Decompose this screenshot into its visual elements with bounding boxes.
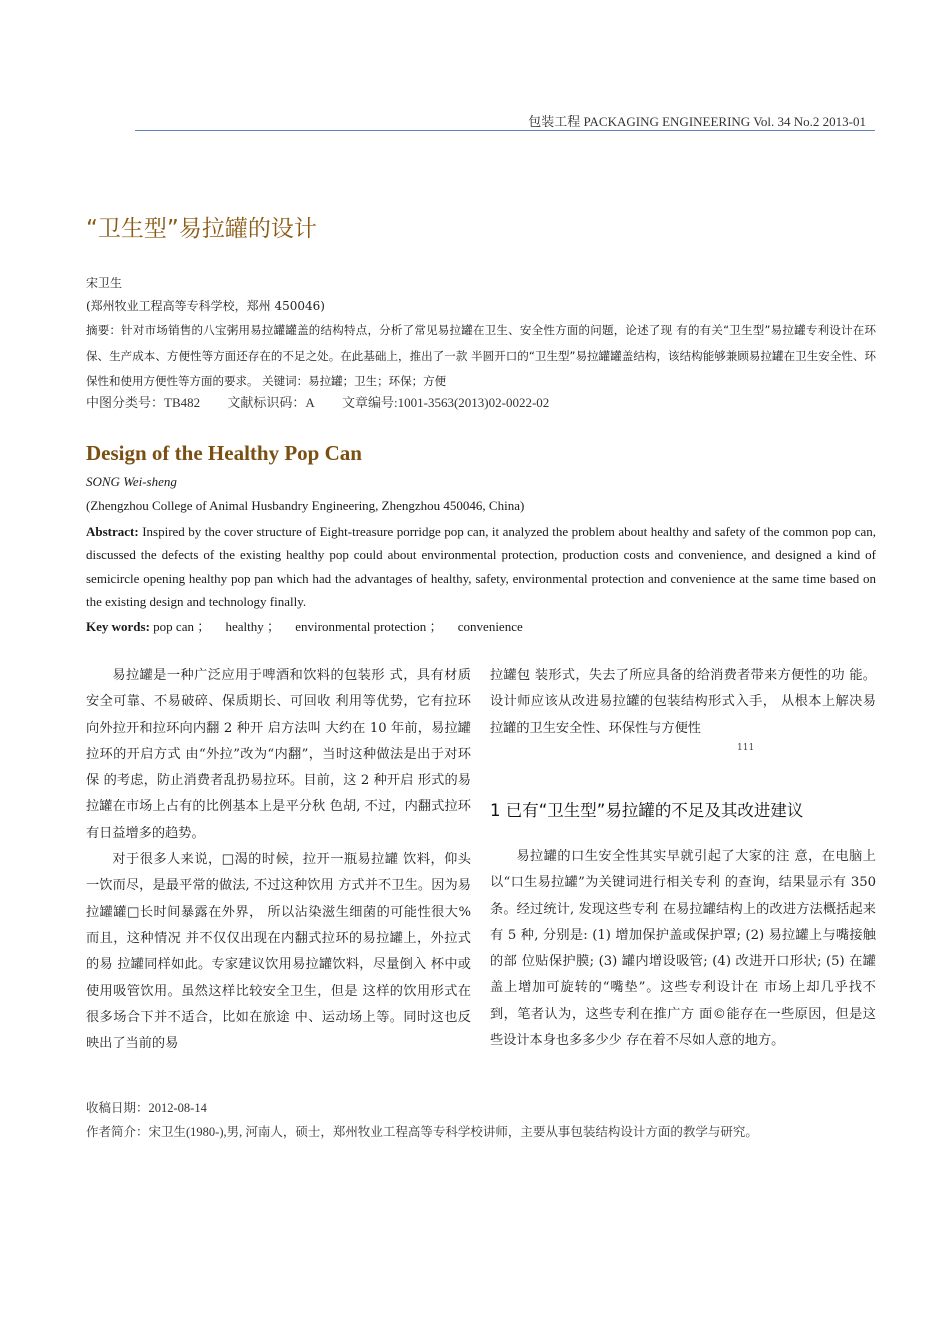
author-cn: 宋卫生 [86,276,123,290]
affiliation-en: (Zhengzhou College of Animal Husbandry Engineering, Zhengzhou 450046, China) [86,498,525,513]
received-date: 收稿日期：2012-08-14 [86,1101,207,1115]
document-code: 文献标识码：A [227,395,315,410]
body-paragraph: 拉罐包 装形式，失去了所应具备的给消费者带来方便性的功 能。设计师应该从改进易拉罐的包装结构形式入手， 从根本上解决易拉罐的卫生安全性、环保性与方便性 [490,668,876,736]
article-number: 文章编号:1001-3563(2013)02-0022-02 [342,395,550,410]
keyword: convenience [457,619,523,634]
keyword: environmental protection ； [295,619,443,634]
abstract-en-label: Abstract: [86,524,139,539]
abstract-en [86,520,876,613]
abstract-cn: 摘要：针对市场销售的八宝粥用易拉罐罐盖的结构特点，分析了常见易拉罐在卫生、安全性方面的问题，论述了现 有的有关“卫生型”易拉罐专利设计在环保、生产成本、方便性等方面还存在的不足之处。在此基础上，推出了一款 半圆开口的“卫生型”易拉罐罐盖结构，该结构能够兼顾易拉罐在卫生安全性、环保性和使用方便性等方面的要求。 关键词：易拉罐；卫生；环保；方便 [86,323,876,388]
running-head: 包装工程 PACKAGING ENGINEERING Vol. 34 No.2 2013-01 [528,114,866,129]
keyword: healthy ； [225,619,280,634]
author-en: SONG Wei-sheng [86,474,177,489]
reference-marker: 111 [737,743,755,753]
abstract-en-text: Inspired by the cover structure of Eight-treasure porridge pop can, it analyzed the problem about healthy and safety of the common pop can, discussed the defects of the existing healthy pop could about environmental protection, production costs and convenience, and designed a kind of semicircle opening healthy pop pan which had the advantages of healthy, safety, environmental protection and convenience at the same time based on the existing design and technology finally. [86,524,876,609]
body-paragraph: 对于很多人来说，□渴的时候，拉开一瓶易拉罐 饮料，仰头一饮而尽，是最平常的做法, 不过这种饮用 方式并不卫生。因为易拉罐罐□长时间暴露在外界， 所以沾染滋生细菌的可能性很大%而且，这种情况 并不仅仅出现在内翻式拉环的易拉罐上，外拉式的易 拉罐同样如此。专家建议饮用易拉罐饮料，尽量倒入 杯中或使用吸管饮用。虽然这样比较安全卫生，但是 这样的饮用形式在很多场合下并不适合，比如在旅途 中、运动场上等。同时这也反映出了当前的易 [86,852,471,1052]
classification-line [86,392,573,411]
body-left-column [86,663,471,1057]
body-paragraph: 易拉罐是一种广泛应用于啤酒和饮料的包装形 式，具有材质安全可靠、不易破碎、保质期长、可回收 利用等优势，它有拉环向外拉开和拉环向内翻 2 种开 启方法叫 大约在 10 年前，易拉罐拉环的开启方式 由“外拉”改为“内翻”，当时这种做法是出于对环保 的考虑，防止消费者乱扔易拉环。目前，这 2 种开启 形式的易拉罐在市场上占有的比例基本上是平分秋 色胡, 不过，内翻式拉环有日益增多的趋势。 [86,668,471,841]
clc-number: 中图分类号：TB482 [86,395,201,410]
header-rule [135,130,875,131]
section-title: 1 已有“卫生型”易拉罐的不足及其改进建议 [490,801,804,820]
article-title-cn: “卫生型”易拉罐的设计 [86,216,317,242]
keyword: pop can ； [153,619,211,634]
body-paragraph: 易拉罐的口生安全性其实早就引起了大家的注 意，在电脑上以“口生易拉罐”为关键词进行相关专利 的查询，结果显示有 350 条。经过统计, 发现这些专利 在易拉罐结构上的改进方法概括起来有 5 种, 分别是: (1) 增加保护盖或保护罩; (2) 易拉罐上与嘴接触的部 位贴保护膜; (3) 罐内增设吸管; (4) 改进开口形状; (5) 在罐盖上增加可旋转的“嘴垫”。这些专利设计在 市场上却几乎找不到，笔者认为，这些专利在推广方 面©能存在一些原因，但是这些设计本身也多多少少 存在着不尽如人意的地方。 [490,849,876,1049]
keywords-en-label: Key words: [86,619,150,634]
keywords-en [86,616,535,635]
body-right-column-top [490,663,876,742]
author-bio: 作者简介：宋卫生(1980-),男, 河南人，硕士，郑州牧业工程高等专科学校讲师，主要从事包装结构设计方面的教学与研究。 [86,1125,758,1139]
affiliation-cn: (郑州牧业工程高等专科学校，郑州 450046) [86,299,325,313]
article-title-en: Design of the Healthy Pop Can [86,441,362,465]
body-right-column-bottom [490,844,876,1054]
